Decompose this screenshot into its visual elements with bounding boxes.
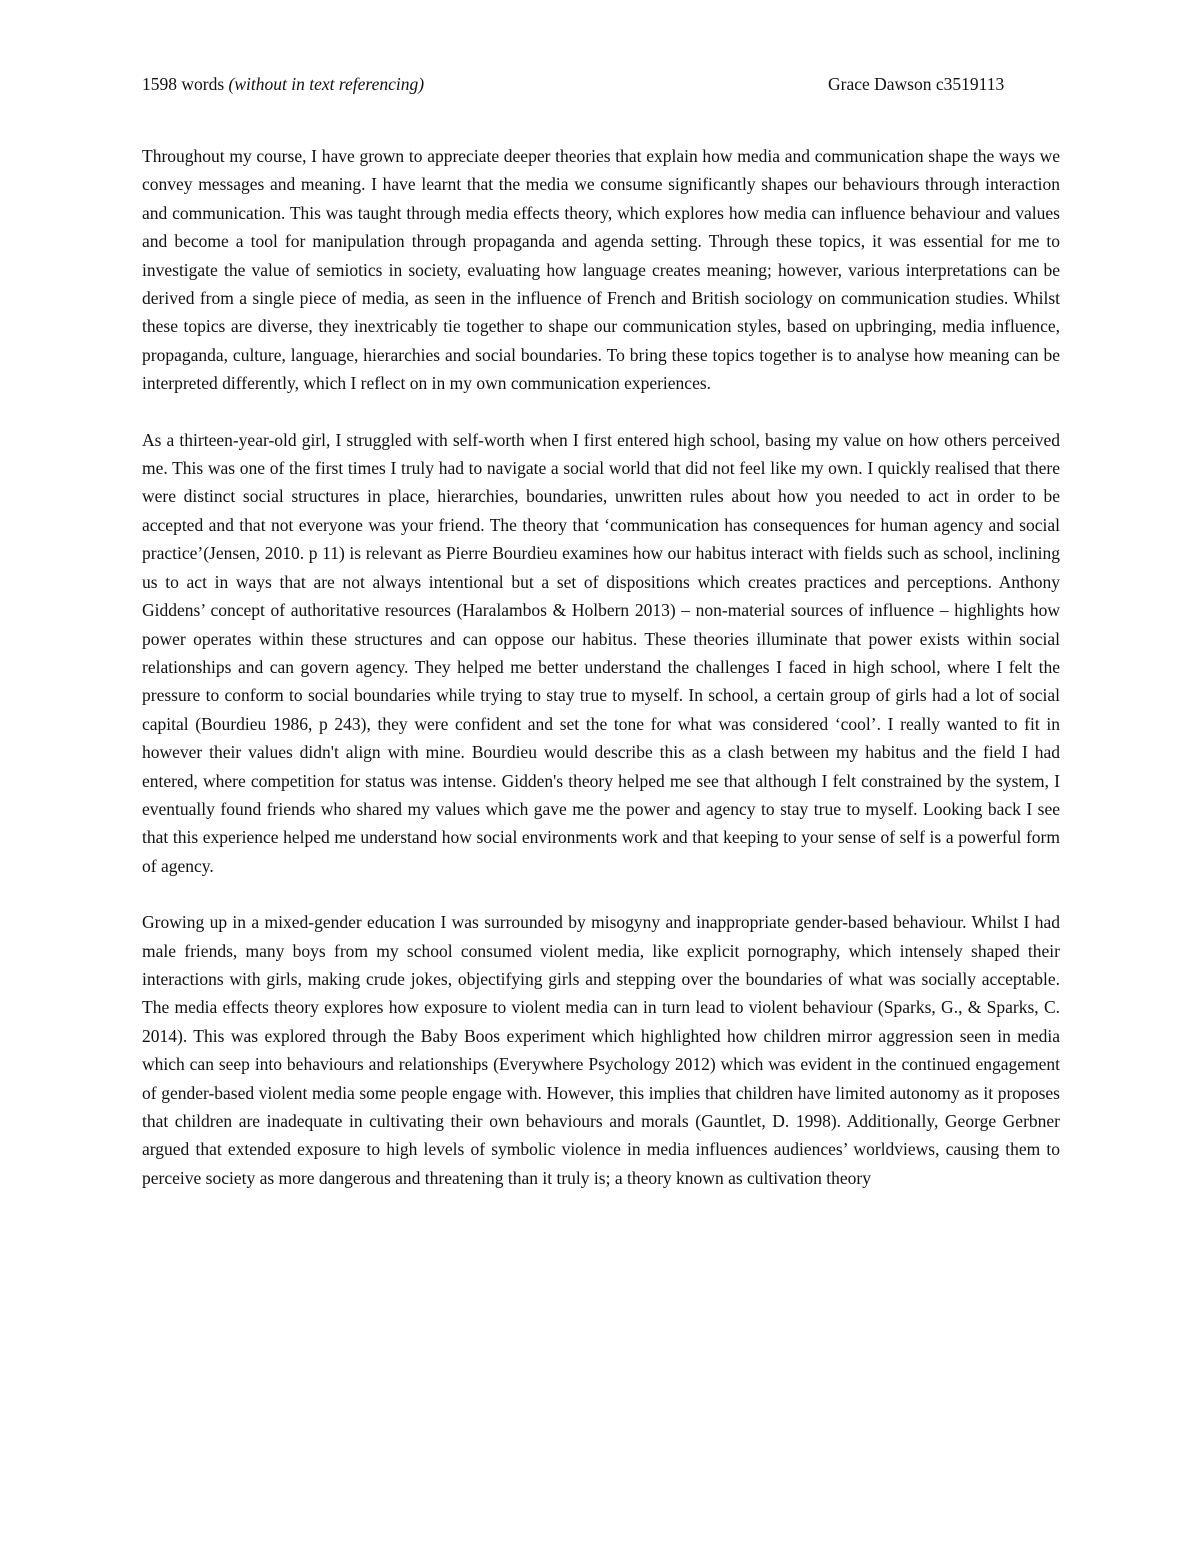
word-count: 1598 words: [142, 74, 225, 94]
paragraph-mixed-gender-education: Growing up in a mixed-gender education I was surrounded by misogyny and inappropriate gender-based behaviour. Whilst I had male friends, many boys from my school consumed violent media, like explicit pornography, which intensely shaped their interactions with girls, making crude jokes, objectifying girls and stepping over the boundaries of what was socially acceptable. The media effects theory explores how exposure to violent media can in turn lead to violent behaviour (Sparks, G., & Sparks, C. 2014). This was explored through the Baby Boos experiment which highlighted how children mirror aggression seen in media which can seep into behaviours and relationships (Everywhere Psychology 2012) which was evident in the continued engagement of gender-based violent media some people engage with. However, this implies that children have limited autonomy as it proposes that children are inadequate in cultivating their own behaviours and morals (Gauntlet, D. 1998). Additionally, George Gerbner argued that extended exposure to high levels of symbolic violence in media influences audiences’ worldviews, causing them to perceive society as more dangerous and threatening than it truly is; a theory known as cultivation theory: [142, 912, 1060, 1188]
paragraph-introduction: Throughout my course, I have grown to appreciate deeper theories that explain how media and communication shape the ways we convey messages and meaning. I have learnt that the media we consume significantly shapes our behaviours through interaction and communication. This was taught through media effects theory, which explores how media can influence behaviour and values and become a tool for manipulation through propaganda and agenda setting. Through these topics, it was essential for me to investigate the value of semiotics in society, evaluating how language creates meaning; however, various interpretations can be derived from a single piece of media, as seen in the influence of French and British sociology on communication studies. Whilst these topics are diverse, they inextricably tie together to shape our communication styles, based on upbringing, media influence, propaganda, culture, language, hierarchies and social boundaries. To bring these topics together is to analyse how meaning can be interpreted differently, which I reflect on in my own communication experiences.: [142, 146, 1060, 394]
word-count-line: [142, 72, 424, 96]
essay-body: [142, 142, 1060, 1192]
word-count-note: (without in text referencing): [228, 74, 425, 94]
paragraph-high-school: As a thirteen-year-old girl, I struggled with self-worth when I first entered high school, basing my value on how others perceived me. This was one of the first times I truly had to navigate a social world that did not feel like my own. I quickly realised that there were distinct social structures in place, hierarchies, boundaries, unwritten rules about how you needed to act in order to be accepted and that not everyone was your friend. The theory that ‘communication has consequences for human agency and social practice’(Jensen, 2010. p 11) is relevant as Pierre Bourdieu examines how our habitus interact with fields such as school, inclining us to act in ways that are not always intentional but a set of dispositions which creates practices and perceptions. Anthony Giddens’ concept of authoritative resources (Haralambos & Holbern 2013) – non-material sources of influence – highlights how power operates within these structures and can oppose our habitus. These theories illuminate that power exists within social relationships and can govern agency. They helped me better understand the challenges I faced in high school, where I felt the pressure to conform to social boundaries while trying to stay true to myself. In school, a certain group of girls had a lot of social capital (Bourdieu 1986, p 243), they were confident and set the tone for what was considered ‘cool’. I really wanted to fit in however their values didn't align with mine. Bourdieu would describe this as a clash between my habitus and the field I had entered, where competition for status was intense. Gidden's theory helped me see that although I felt constrained by the system, I eventually found friends who shared my values which gave me the power and agency to stay true to myself. Looking back I see that this experience helped me understand how social environments work and that keeping to your sense of self is a powerful form of agency.: [142, 429, 1060, 876]
author-name-id: Grace Dawson c3519113: [828, 74, 1005, 94]
